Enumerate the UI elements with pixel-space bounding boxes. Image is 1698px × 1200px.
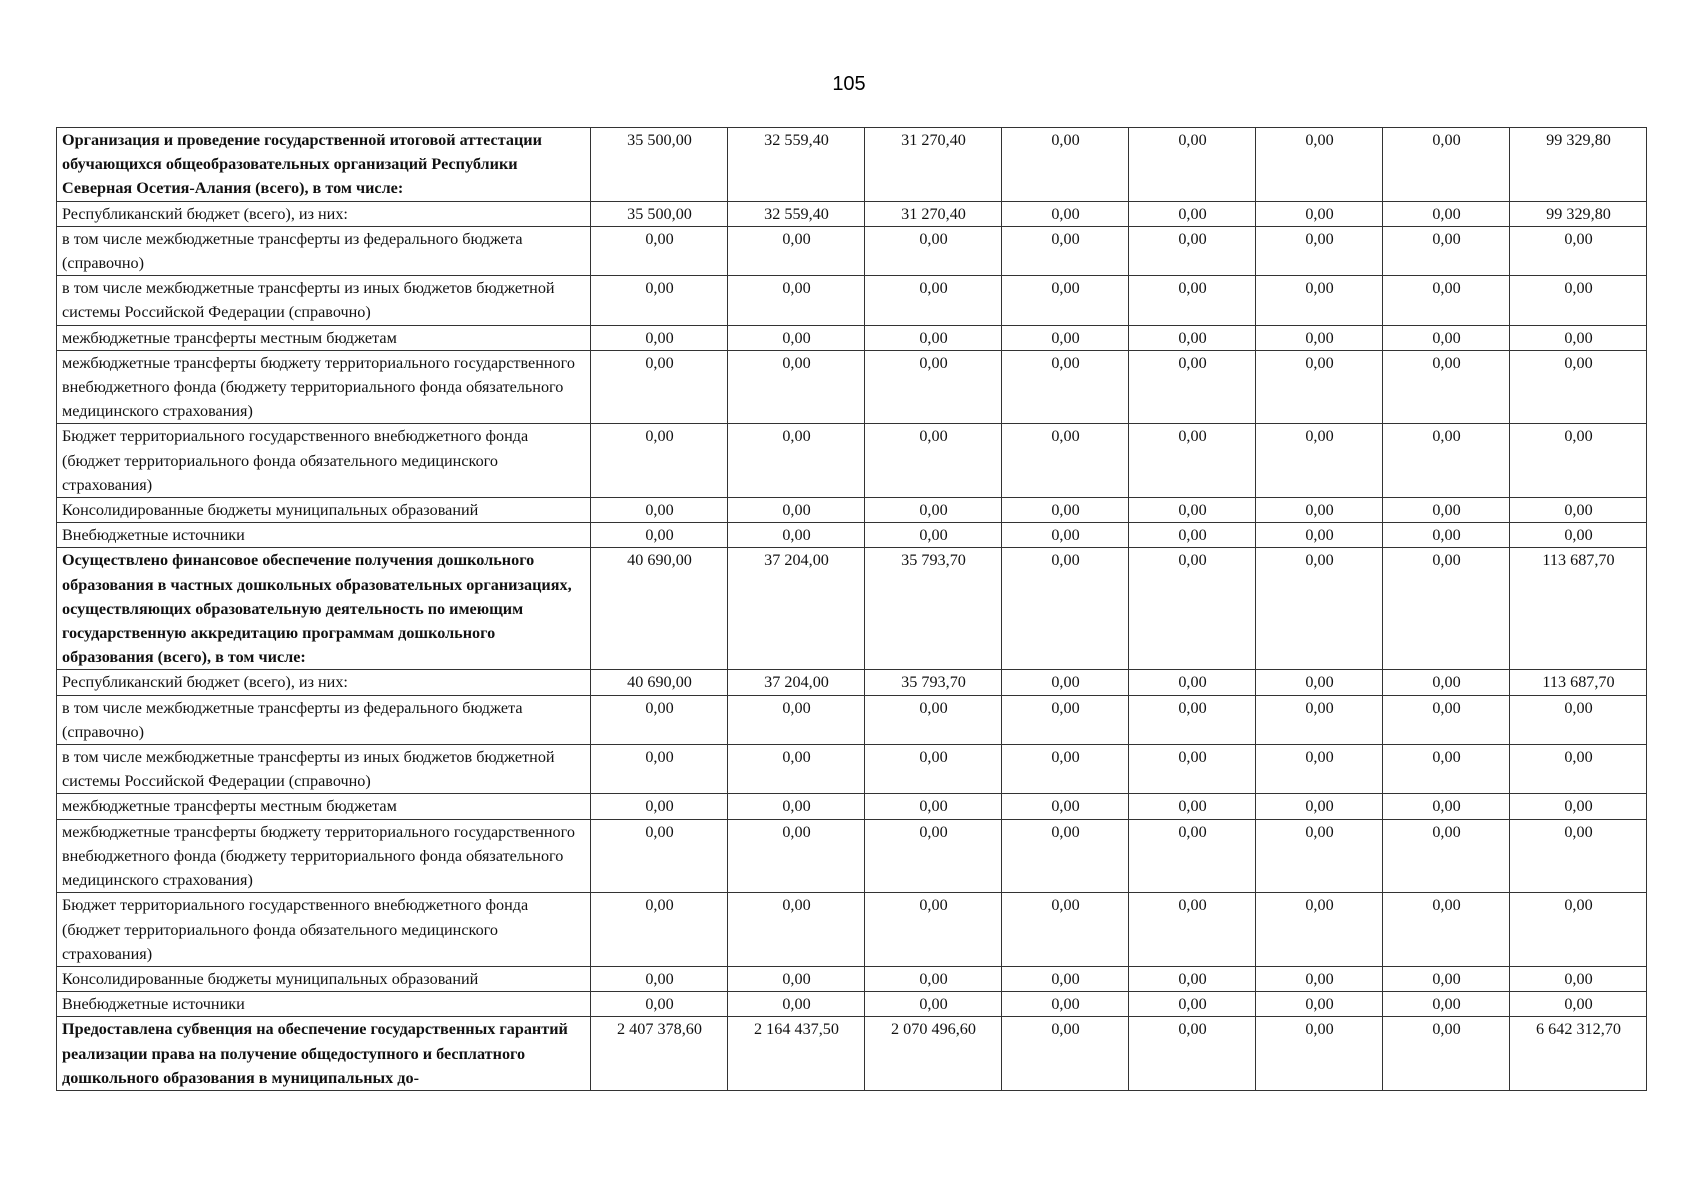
value-cell: 0,00: [1383, 498, 1510, 523]
table-row: [57, 670, 1647, 695]
row-label: межбюджетные трансферты местным бюджетам: [57, 325, 591, 350]
value-cell: 0,00: [1129, 1017, 1256, 1091]
value-cell: 0,00: [728, 819, 865, 893]
value-cell: 0,00: [1510, 226, 1647, 275]
value-cell: 0,00: [728, 966, 865, 991]
value-cell: 0,00: [1510, 794, 1647, 819]
value-cell: 0,00: [1002, 966, 1129, 991]
value-cell: 0,00: [728, 992, 865, 1017]
value-cell: 0,00: [1256, 893, 1383, 967]
value-cell: 0,00: [1129, 992, 1256, 1017]
value-cell: 0,00: [591, 350, 728, 424]
table-section-row: [57, 1017, 1647, 1091]
value-cell: 0,00: [728, 745, 865, 794]
table-row: [57, 893, 1647, 967]
value-cell: 0,00: [1256, 128, 1383, 202]
value-cell: 0,00: [1383, 695, 1510, 744]
value-cell: 0,00: [1129, 794, 1256, 819]
row-label: Консолидированные бюджеты муниципальных образований: [57, 498, 591, 523]
value-cell: 40 690,00: [591, 670, 728, 695]
value-cell: 0,00: [1129, 128, 1256, 202]
value-cell: 0,00: [1002, 695, 1129, 744]
value-cell: 0,00: [1383, 325, 1510, 350]
value-cell: 0,00: [1383, 819, 1510, 893]
value-cell: 0,00: [1002, 201, 1129, 226]
table-row: [57, 992, 1647, 1017]
table-row: [57, 498, 1647, 523]
value-cell: 113 687,70: [1510, 548, 1647, 670]
row-label: Бюджет территориального государственного внебюджетного фонда (бюджет территориального фонда обязательного медицинского страхования): [57, 424, 591, 498]
value-cell: 0,00: [1256, 325, 1383, 350]
table-row: [57, 523, 1647, 548]
table-row: [57, 276, 1647, 325]
value-cell: 0,00: [1129, 350, 1256, 424]
value-cell: 0,00: [1510, 424, 1647, 498]
value-cell: 0,00: [865, 424, 1002, 498]
value-cell: 37 204,00: [728, 670, 865, 695]
value-cell: 0,00: [1002, 670, 1129, 695]
value-cell: 31 270,40: [865, 201, 1002, 226]
value-cell: 0,00: [728, 523, 865, 548]
value-cell: 0,00: [865, 350, 1002, 424]
value-cell: 0,00: [1510, 992, 1647, 1017]
value-cell: 0,00: [1256, 350, 1383, 424]
value-cell: 0,00: [728, 794, 865, 819]
value-cell: 0,00: [1383, 794, 1510, 819]
value-cell: 0,00: [1002, 745, 1129, 794]
row-label: Внебюджетные источники: [57, 992, 591, 1017]
value-cell: 31 270,40: [865, 128, 1002, 202]
row-label: Осуществлено финансовое обеспечение получения дошкольного образования в частных дошкольных образовательных организациях, осуществляющих образовательную деятельность по имеющим государственную аккредитацию программам дошкольного образования (всего), в том числе:: [57, 548, 591, 670]
value-cell: 0,00: [1256, 523, 1383, 548]
value-cell: 0,00: [728, 325, 865, 350]
value-cell: 0,00: [1383, 523, 1510, 548]
value-cell: 0,00: [1383, 992, 1510, 1017]
table-row: [57, 745, 1647, 794]
value-cell: 2 164 437,50: [728, 1017, 865, 1091]
value-cell: 0,00: [591, 992, 728, 1017]
value-cell: 35 500,00: [591, 201, 728, 226]
page-number: 105: [832, 73, 866, 95]
value-cell: 0,00: [1510, 695, 1647, 744]
value-cell: 0,00: [728, 424, 865, 498]
value-cell: 0,00: [591, 424, 728, 498]
value-cell: 0,00: [865, 794, 1002, 819]
table-row: [57, 695, 1647, 744]
value-cell: 0,00: [1002, 1017, 1129, 1091]
value-cell: 0,00: [1256, 794, 1383, 819]
value-cell: 40 690,00: [591, 548, 728, 670]
value-cell: 0,00: [1256, 992, 1383, 1017]
row-label: в том числе межбюджетные трансферты из иных бюджетов бюджетной системы Российской Федерации (справочно): [57, 276, 591, 325]
table-row: [57, 325, 1647, 350]
value-cell: 2 070 496,60: [865, 1017, 1002, 1091]
value-cell: 0,00: [1383, 128, 1510, 202]
row-label: Бюджет территориального государственного внебюджетного фонда (бюджет территориального фонда обязательного медицинского страхования): [57, 893, 591, 967]
row-label: межбюджетные трансферты бюджету территориального государственного внебюджетного фонда (бюджету территориального фонда обязательного медицинского страхования): [57, 350, 591, 424]
value-cell: 0,00: [591, 745, 728, 794]
value-cell: 0,00: [1129, 695, 1256, 744]
value-cell: 0,00: [1256, 1017, 1383, 1091]
value-cell: 0,00: [865, 819, 1002, 893]
value-cell: 0,00: [1383, 226, 1510, 275]
value-cell: 0,00: [1383, 1017, 1510, 1091]
value-cell: 0,00: [1383, 424, 1510, 498]
value-cell: 0,00: [591, 695, 728, 744]
row-label: в том числе межбюджетные трансферты из федерального бюджета (справочно): [57, 695, 591, 744]
value-cell: 35 500,00: [591, 128, 728, 202]
value-cell: 0,00: [865, 226, 1002, 275]
value-cell: 0,00: [591, 819, 728, 893]
value-cell: 0,00: [591, 226, 728, 275]
budget-table-body: [57, 128, 1647, 1091]
value-cell: 0,00: [1129, 226, 1256, 275]
row-label: Республиканский бюджет (всего), из них:: [57, 201, 591, 226]
value-cell: 0,00: [1383, 548, 1510, 670]
row-label: Организация и проведение государственной итоговой аттестации обучающихся общеобразовательных организаций Республики Северная Осетия-Алания (всего), в том числе:: [57, 128, 591, 202]
value-cell: 0,00: [1256, 226, 1383, 275]
row-label: в том числе межбюджетные трансферты из федерального бюджета (справочно): [57, 226, 591, 275]
value-cell: 0,00: [591, 966, 728, 991]
value-cell: 0,00: [1002, 350, 1129, 424]
value-cell: 0,00: [1129, 201, 1256, 226]
value-cell: 0,00: [1256, 745, 1383, 794]
value-cell: 99 329,80: [1510, 128, 1647, 202]
value-cell: 32 559,40: [728, 201, 865, 226]
value-cell: 0,00: [865, 695, 1002, 744]
value-cell: 35 793,70: [865, 548, 1002, 670]
value-cell: 0,00: [1002, 893, 1129, 967]
budget-table: [56, 127, 1647, 1091]
row-label: Консолидированные бюджеты муниципальных образований: [57, 966, 591, 991]
table-row: [57, 226, 1647, 275]
value-cell: 0,00: [865, 966, 1002, 991]
value-cell: 0,00: [1510, 325, 1647, 350]
value-cell: 0,00: [1510, 523, 1647, 548]
value-cell: 0,00: [1383, 201, 1510, 226]
value-cell: 0,00: [1129, 498, 1256, 523]
value-cell: 0,00: [1129, 424, 1256, 498]
value-cell: 0,00: [1256, 670, 1383, 695]
value-cell: 0,00: [1002, 523, 1129, 548]
value-cell: 0,00: [1256, 498, 1383, 523]
value-cell: 0,00: [591, 498, 728, 523]
value-cell: 0,00: [1383, 893, 1510, 967]
value-cell: 0,00: [1383, 276, 1510, 325]
value-cell: 0,00: [1256, 276, 1383, 325]
value-cell: 0,00: [1002, 548, 1129, 670]
value-cell: 0,00: [1383, 350, 1510, 424]
value-cell: 0,00: [1002, 498, 1129, 523]
value-cell: 0,00: [1129, 819, 1256, 893]
value-cell: 0,00: [1256, 424, 1383, 498]
value-cell: 0,00: [1510, 893, 1647, 967]
value-cell: 0,00: [1510, 276, 1647, 325]
value-cell: 0,00: [1129, 325, 1256, 350]
value-cell: 2 407 378,60: [591, 1017, 728, 1091]
value-cell: 0,00: [1129, 966, 1256, 991]
value-cell: 0,00: [1510, 819, 1647, 893]
value-cell: 0,00: [1129, 523, 1256, 548]
value-cell: 0,00: [1002, 128, 1129, 202]
value-cell: 0,00: [728, 276, 865, 325]
value-cell: 0,00: [1256, 819, 1383, 893]
value-cell: 6 642 312,70: [1510, 1017, 1647, 1091]
value-cell: 0,00: [591, 893, 728, 967]
value-cell: 0,00: [1002, 424, 1129, 498]
value-cell: 0,00: [1510, 745, 1647, 794]
table-row: [57, 819, 1647, 893]
value-cell: 0,00: [1129, 745, 1256, 794]
value-cell: 0,00: [591, 794, 728, 819]
value-cell: 0,00: [1002, 325, 1129, 350]
table-section-row: [57, 128, 1647, 202]
value-cell: 0,00: [728, 350, 865, 424]
value-cell: 0,00: [1510, 350, 1647, 424]
value-cell: 0,00: [1383, 670, 1510, 695]
value-cell: 0,00: [728, 498, 865, 523]
value-cell: 0,00: [1129, 548, 1256, 670]
value-cell: 0,00: [1002, 276, 1129, 325]
value-cell: 0,00: [1002, 226, 1129, 275]
row-label: межбюджетные трансферты местным бюджетам: [57, 794, 591, 819]
row-label: в том числе межбюджетные трансферты из иных бюджетов бюджетной системы Российской Федерации (справочно): [57, 745, 591, 794]
value-cell: 113 687,70: [1510, 670, 1647, 695]
value-cell: 32 559,40: [728, 128, 865, 202]
value-cell: 0,00: [591, 276, 728, 325]
value-cell: 0,00: [1256, 966, 1383, 991]
value-cell: 37 204,00: [728, 548, 865, 670]
value-cell: 0,00: [865, 745, 1002, 794]
row-label: Предоставлена субвенция на обеспечение государственных гарантий реализации права на получение общедоступного и бесплатного дошкольного образования в муниципальных до-: [57, 1017, 591, 1091]
table-row: [57, 201, 1647, 226]
row-label: Внебюджетные источники: [57, 523, 591, 548]
value-cell: 0,00: [1129, 276, 1256, 325]
value-cell: 0,00: [728, 695, 865, 744]
value-cell: 99 329,80: [1510, 201, 1647, 226]
value-cell: 0,00: [1002, 794, 1129, 819]
value-cell: 0,00: [865, 276, 1002, 325]
value-cell: 0,00: [728, 893, 865, 967]
table-row: [57, 794, 1647, 819]
value-cell: 35 793,70: [865, 670, 1002, 695]
value-cell: 0,00: [865, 893, 1002, 967]
value-cell: 0,00: [1256, 548, 1383, 670]
value-cell: 0,00: [865, 992, 1002, 1017]
value-cell: 0,00: [1383, 966, 1510, 991]
value-cell: 0,00: [1510, 498, 1647, 523]
value-cell: 0,00: [591, 325, 728, 350]
value-cell: 0,00: [1256, 201, 1383, 226]
value-cell: 0,00: [865, 498, 1002, 523]
value-cell: 0,00: [865, 523, 1002, 548]
value-cell: 0,00: [865, 325, 1002, 350]
table-row: [57, 350, 1647, 424]
row-label: межбюджетные трансферты бюджету территориального государственного внебюджетного фонда (бюджету территориального фонда обязательного медицинского страхования): [57, 819, 591, 893]
table-row: [57, 424, 1647, 498]
value-cell: 0,00: [1129, 670, 1256, 695]
table-section-row: [57, 548, 1647, 670]
value-cell: 0,00: [591, 523, 728, 548]
value-cell: 0,00: [1383, 745, 1510, 794]
value-cell: 0,00: [1256, 695, 1383, 744]
value-cell: 0,00: [1002, 819, 1129, 893]
table-row: [57, 966, 1647, 991]
value-cell: 0,00: [1129, 893, 1256, 967]
value-cell: 0,00: [728, 226, 865, 275]
value-cell: 0,00: [1510, 966, 1647, 991]
row-label: Республиканский бюджет (всего), из них:: [57, 670, 591, 695]
value-cell: 0,00: [1002, 992, 1129, 1017]
